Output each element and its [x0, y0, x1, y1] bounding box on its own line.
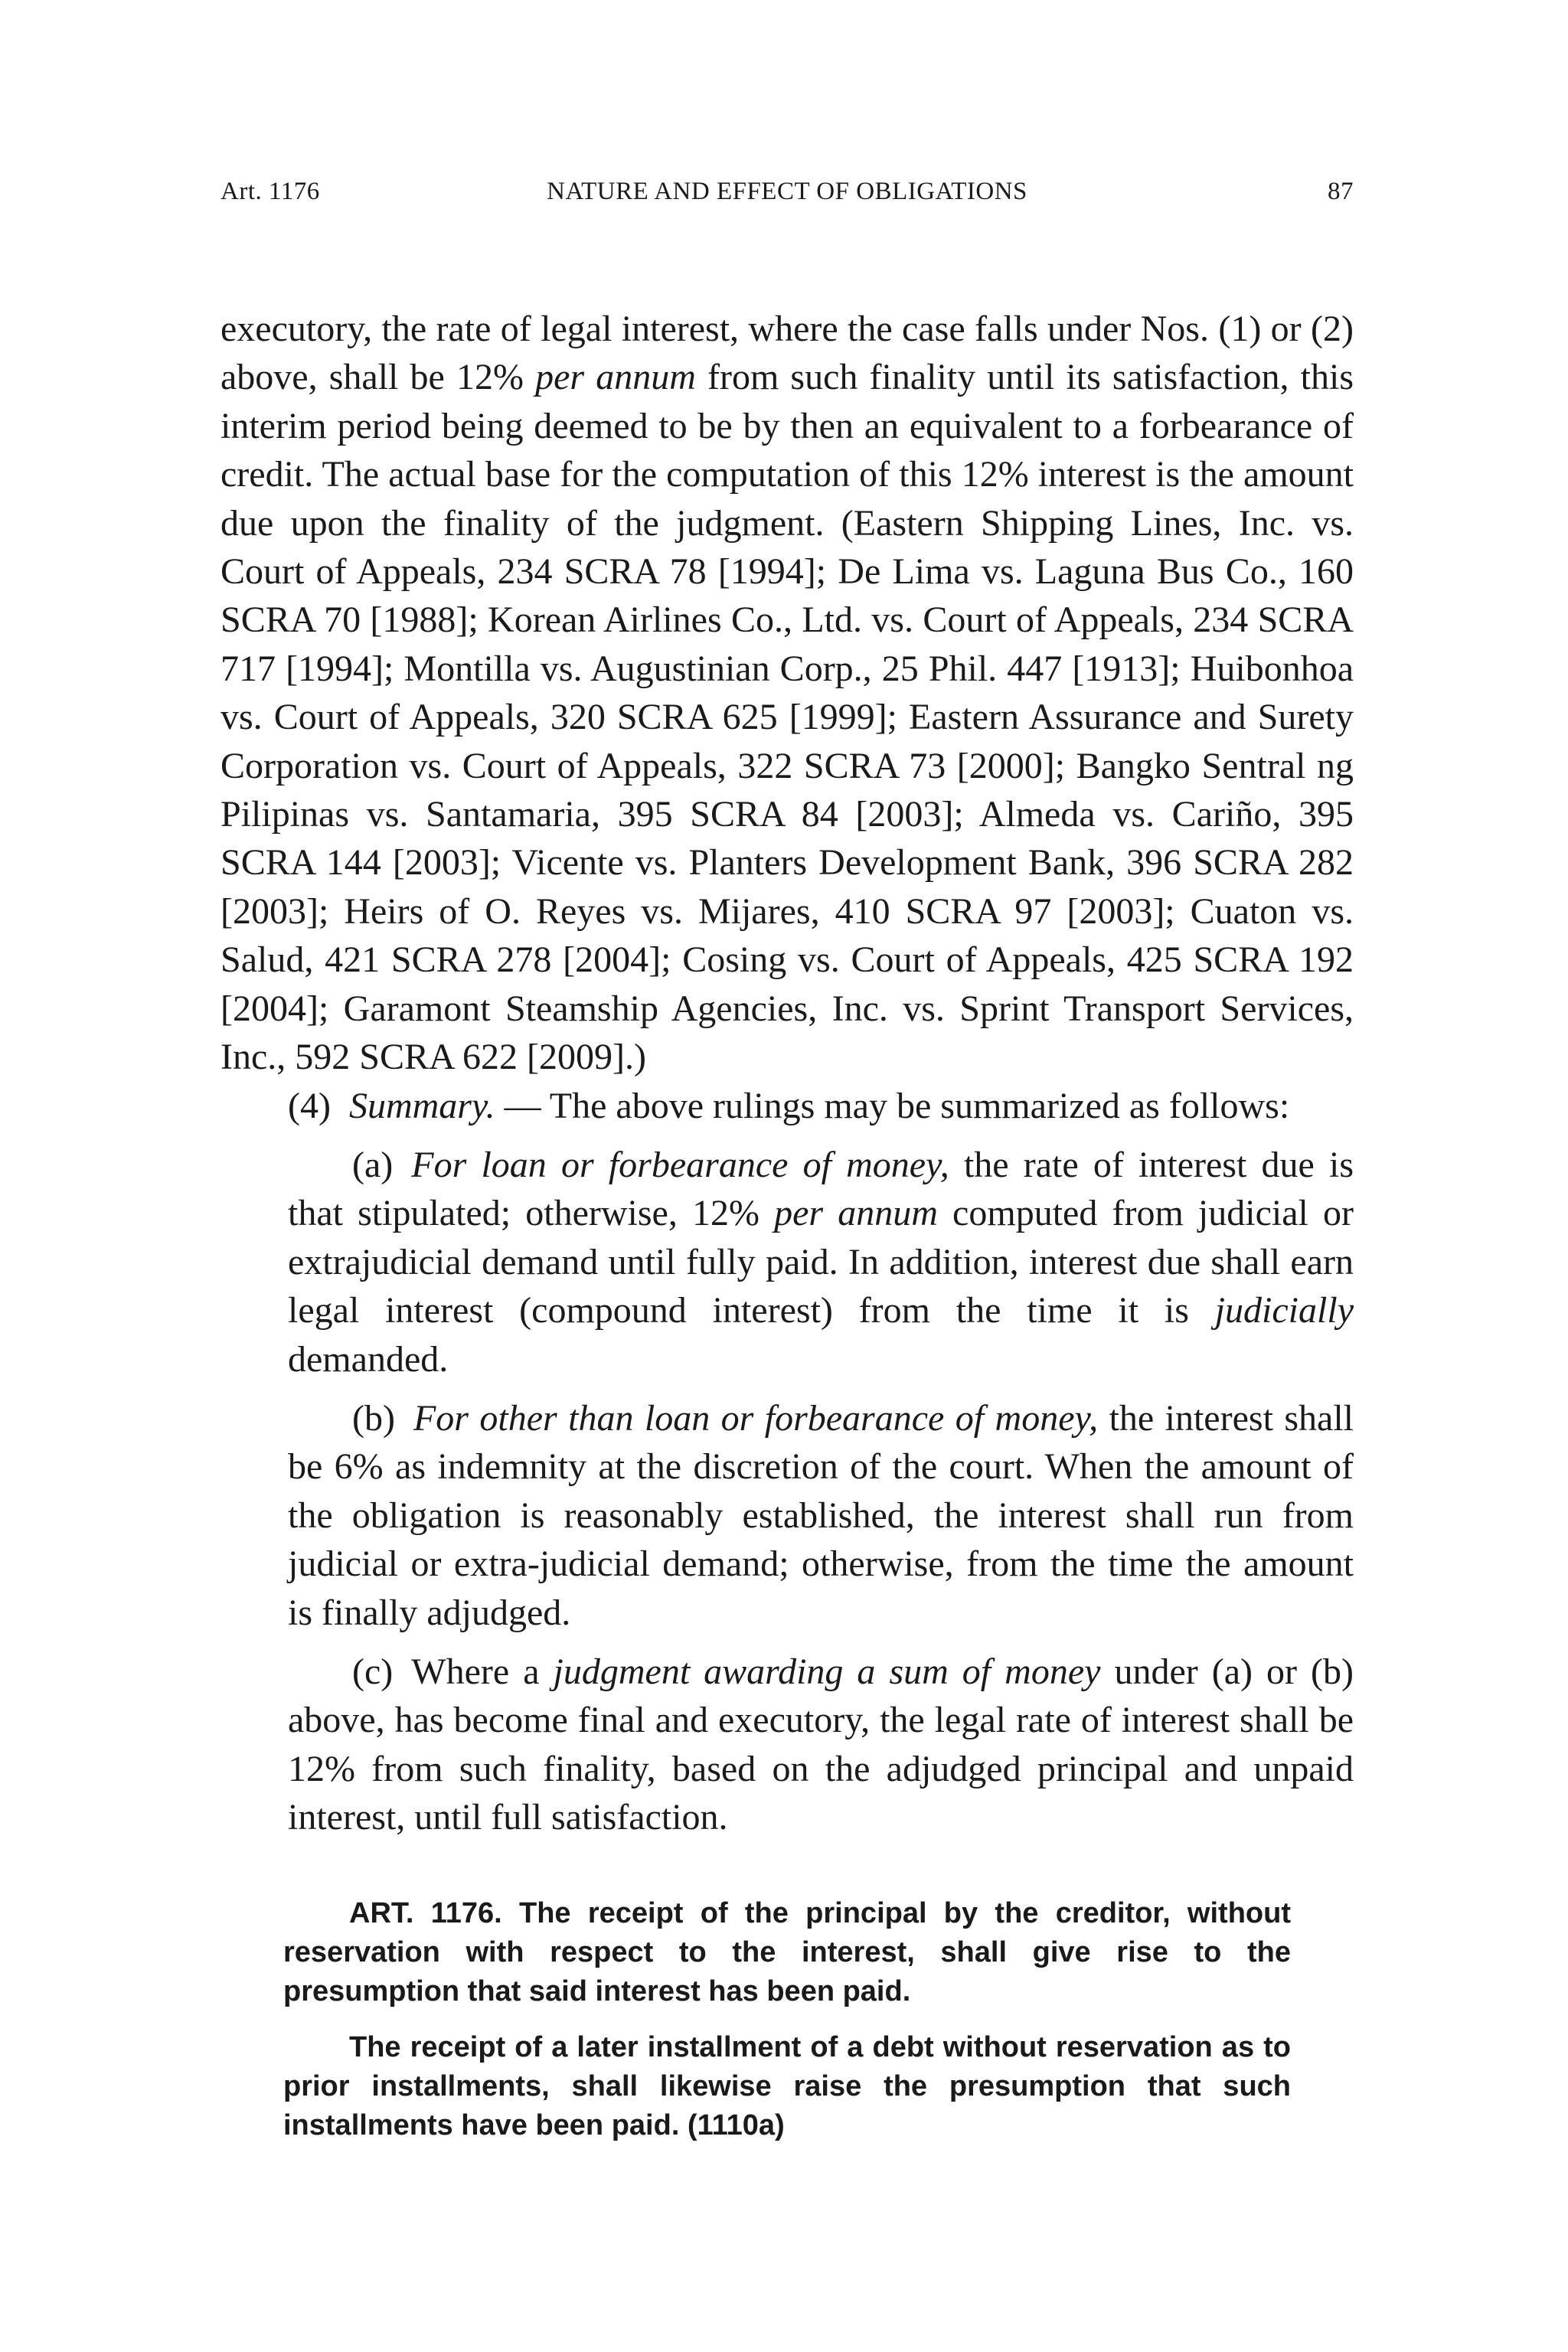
item-text: demanded.: [288, 1338, 449, 1380]
item-text: Where a: [411, 1651, 554, 1692]
summary-item-c: [288, 1648, 1354, 1842]
continuation-text-1: executory, the rate of legal interest, where the case falls under Nos. (1) or (2) above, shall be 12%: [220, 309, 1354, 398]
summary-heading-paragraph: [220, 1082, 1354, 1130]
article-paragraph-1: ART. 1176. The receipt of the principal by the creditor, without reservation with respect to the interest, shall give rise to the presumption that said interest has been paid.: [283, 1897, 1291, 2007]
item-italic-lead: For other than loan or forbearance of money,: [413, 1397, 1099, 1439]
item-text: computed from judicial or extrajudicial demand until fully paid. In addition, interest due shall earn legal interest (compound interest) from the time it is: [288, 1193, 1354, 1331]
summary-title: Summary.: [348, 1085, 495, 1126]
continuation-text-2: from such finality until its satisfaction, this interim period being deemed to be by then an equivalent to a forbearance of credit. The actual base for the computation of this 12% interest is the amount due upon the finality of the judgment. (Eastern Shipping Lines, Inc. vs. Court of Appeals, 234 SCRA 78 [1994]; De Lima vs. Laguna Bus Co., 160 SCRA 70 [1988]; Korean Airlines Co., Ltd. vs. Court of Appeals, 234 SCRA 717 [1994]; Montilla vs. Augustinian Corp., 25 Phil. 447 [1913]; Huibonhoa vs. Court of Appeals, 320 SCRA 625 [1999]; Eastern Assurance and Surety Corporation vs. Court of Appeals, 322 SCRA 73 [2000]; Bangko Sentral ng Pilipinas vs. Santamaria, 395 SCRA 84 [2003]; Almeda vs. Cariño, 395 SCRA 144 [2003]; Vicente vs. Planters Development Bank, 396 SCRA 282 [2003]; Heirs of O. Reyes vs. Mijares, 410 SCRA 97 [2003]; Cuaton vs. Salud, 421 SCRA 278 [2004]; Cosing vs. Court of Appeals, 425 SCRA 192 [2004]; Garamont Steamship Agencies, Inc. vs. Sprint Transport Services, Inc., 592 SCRA 622 [2009].): [220, 357, 1354, 1078]
item-label: (a): [352, 1144, 394, 1185]
item-text: under (a) or (b) above, has become final and executory, the legal rate of interest shall be 12% from such finality, based on the adjudged principal and unpaid interest, until full satisfaction.: [288, 1651, 1354, 1838]
page-number: 87: [1328, 178, 1354, 205]
summary-intro: — The above rulings may be summarized as follows:: [495, 1085, 1290, 1126]
summary-item-b: [288, 1394, 1354, 1637]
item-text: the interest shall be 6% as indemnity at the discretion of the court. When the amount of the obligation is reasonably established, the interest shall run from judicial or extra-judicial demand; otherwise, from the time the amount is finally adjudged.: [288, 1397, 1354, 1633]
item-label: (b): [352, 1397, 395, 1439]
running-header: [220, 178, 1354, 220]
article-paragraph-2: The receipt of a later installment of a debt without reservation as to prior installments, shall likewise raise the presumption that such installments have been paid. (1110a): [283, 2031, 1291, 2141]
item-italic-mid: per annum: [774, 1193, 938, 1234]
item-italic-end: judicially: [1214, 1290, 1354, 1331]
continuation-paragraph: [220, 305, 1354, 1082]
summary-number: (4): [288, 1085, 331, 1126]
header-chapter-title: NATURE AND EFFECT OF OBLIGATIONS: [547, 178, 1027, 205]
item-italic-lead: For loan or forbearance of money,: [411, 1144, 949, 1185]
item-text: the rate of interest due is that stipulated; otherwise, 12%: [288, 1144, 1354, 1234]
summary-item-a: [288, 1141, 1354, 1383]
item-label: (c): [352, 1651, 394, 1692]
continuation-italic: per annum: [535, 357, 696, 398]
header-article-ref: Art. 1176: [220, 178, 320, 205]
item-italic-lead: judgment awarding a sum of money: [553, 1651, 1101, 1692]
commentary-body: [220, 305, 1354, 1842]
codal-article: [283, 1894, 1291, 2145]
